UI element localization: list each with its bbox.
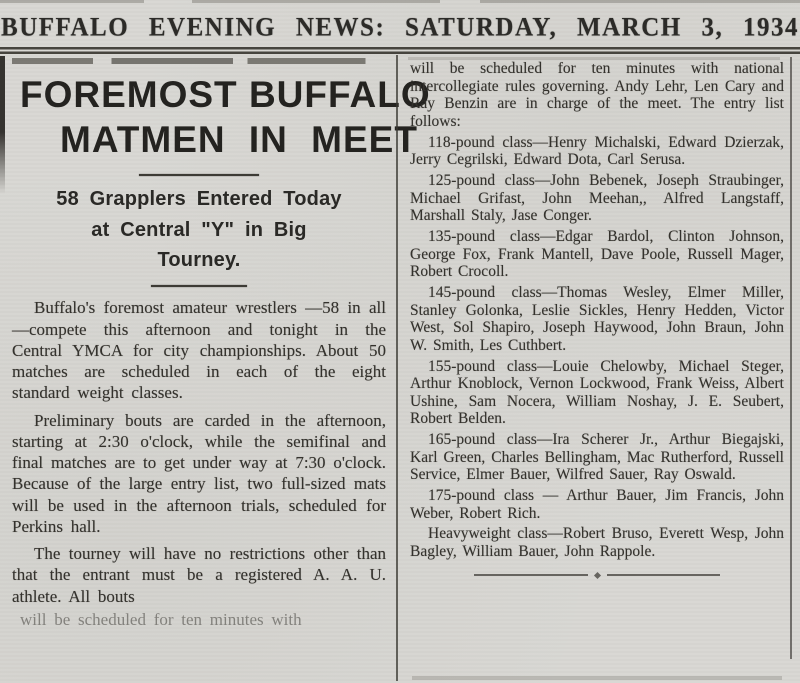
right-column [396,55,800,681]
diamond-ornament [593,572,600,579]
newspaper-title-date: BUFFALO EVENING NEWS: SATURDAY, MARCH 3, 1934 [1,13,799,42]
subhead-line-3: Tourney. [157,249,241,272]
entry-list-paragraph-165: 165-pound class—Ira Scherer Jr., Arthur Biegajski, Karl Green, Charles Bellingham, Mac Rutherford, Russell Service, Elmer Bauer, Wilfred Sauer, Ray Oswald. [410,431,784,484]
headline-line-2: MATMEN IN MEET [60,119,418,161]
entry-list-paragraph-155: 155-pound class—Louie Chelowby, Michael Steger, Arthur Knoblock, Vernon Lockwood, Frank Weiss, Albert Ushine, Sam Nocera, William Noshay, J. E. Seubert, Robert Belden. [410,357,784,428]
headline-divider [139,174,259,176]
clipped-text-line: will be scheduled for ten minutes with [20,609,302,629]
article-paragraph: The tourney will have no restrictions other than that the entrant must be a registered A. A. U. athlete. All bouts [12,544,386,606]
article-columns [0,55,800,681]
subhead-divider [151,285,247,287]
article-paragraph: Preliminary bouts are carded in the afternoon, starting at 2:30 o'clock, while the semifinal and final matches are to get under way at 7:30 o'clock. Because of the large entry list, two full-sized mats will be used in the afternoon trials, scheduled for Perkins hall. [12,410,386,536]
article-paragraph: will be scheduled for ten minutes with national intercollegiate rules governing. Andy Lehr, Len Cary and Ray Benzin are in charge of the meet. The entry list follows: [410,60,784,130]
entry-list-paragraph-135: 135-pound class—Edgar Bardol, Clinton Johnson, George Fox, Frank Mantell, Dave Poole, Russell Mager, Robert Crocoll. [410,227,784,281]
print-artifact-clipped-row [12,58,380,64]
entry-list-paragraph-118: 118-pound class—Henry Michalski, Edward Dzierzak, Jerry Cegrilski, Edward Dota, Carl Serusa. [410,133,784,169]
entry-list-paragraph-heavyweight: Heavyweight class—Robert Bruso, Everett Wesp, John Bagley, William Bauer, John Rappole. [410,525,784,561]
divider-line [474,574,588,576]
left-column [0,55,431,681]
entry-list-paragraph-125: 125-pound class—John Bebenek, Joseph Straubinger, Michael Grifast, John Meehan,, Alfred Langstaff, Marshall Staly, Jase Conger. [410,171,784,225]
headline-line-1: FOREMOST BUFFALO [20,74,431,115]
subhead-line-2: at Central "Y" in Big [91,218,307,241]
article-subhead [12,184,386,275]
entry-list-paragraph-145: 145-pound class—Thomas Wesley, Elmer Miller, Stanley Golonka, Leslie Sickles, Henry Hedden, Victor West, Sol Shapiro, Joseph Haywood, John Braun, John W. Smith, Les Cuthbert. [410,283,784,354]
article-end-divider [474,573,721,578]
masthead [0,0,800,42]
masthead-divider [0,47,800,55]
subhead-line-1: 58 Grapplers Entered Today [56,188,342,211]
divider-line [607,574,721,576]
print-artifact-top-edge [0,0,800,3]
entry-list-paragraph-175: 175-pound class — Arthur Bauer, Jim Francis, John Weber, Robert Rich. [410,487,784,522]
article-headline [12,72,431,162]
article-paragraph: Buffalo's foremost amateur wrestlers —58 in all—compete this afternoon and tonight in the Central YMCA for city championships. About 50 matches are scheduled in each of the eight standard weight classes. [12,298,386,403]
